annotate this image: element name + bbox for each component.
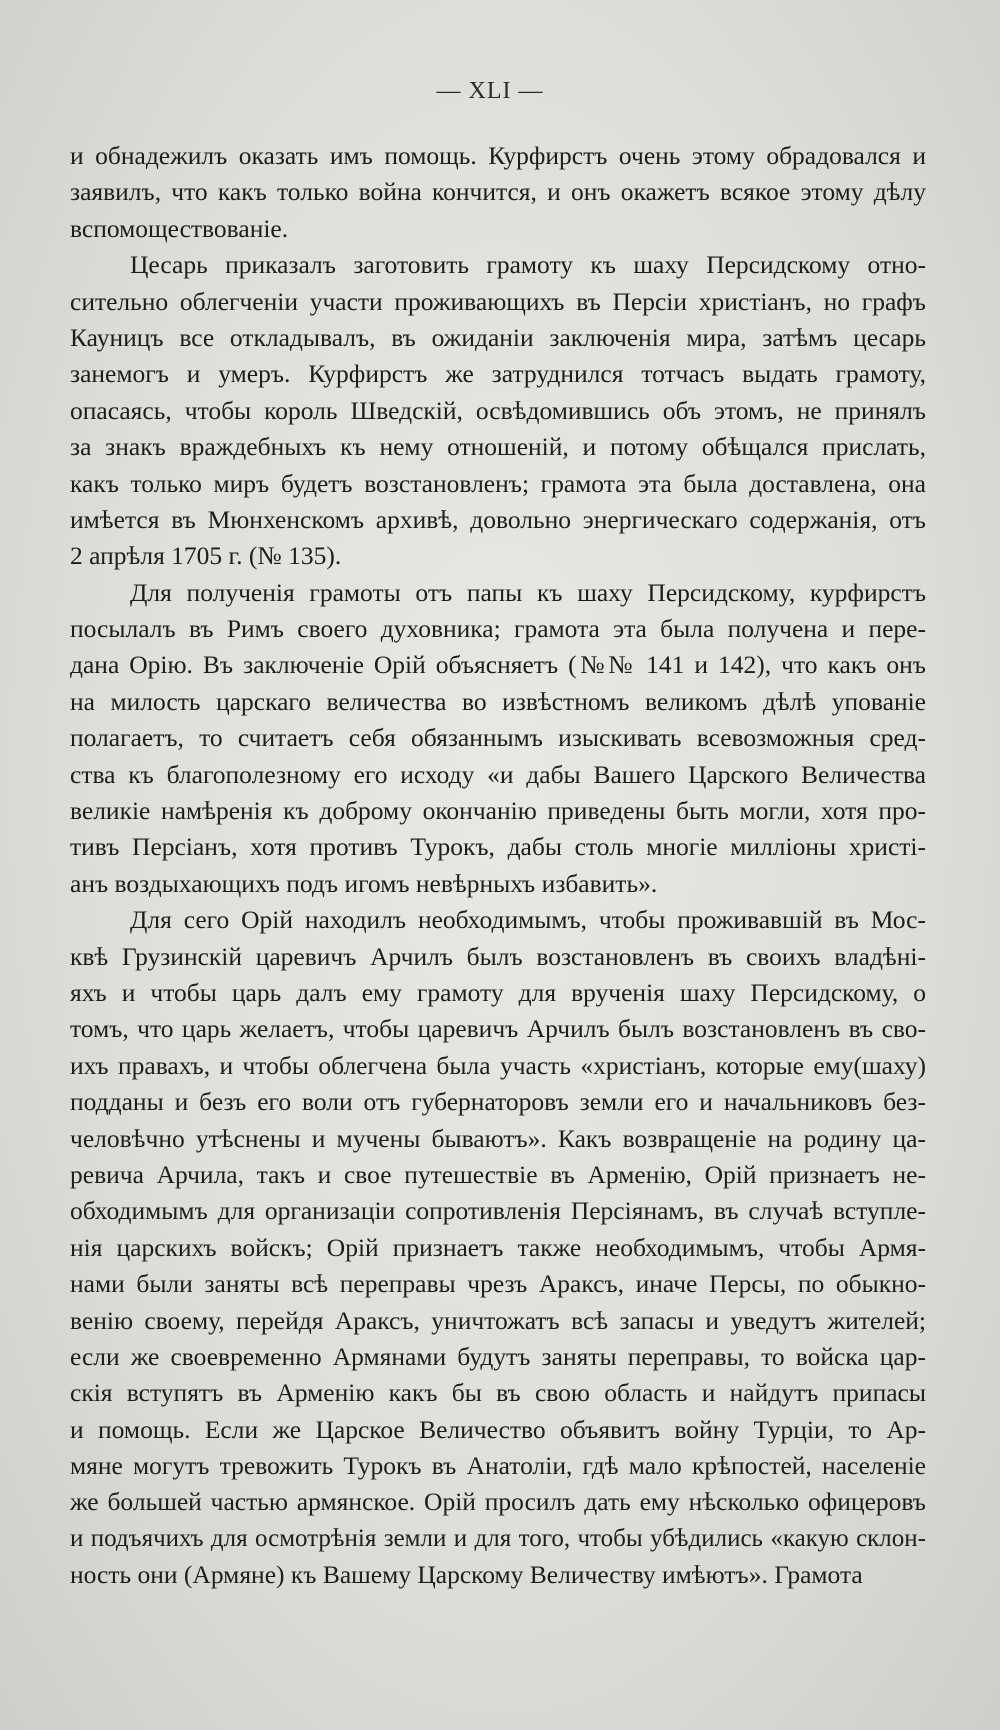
page-number: — XLI — <box>436 78 544 104</box>
text-line: ность они (Армяне) къ Вашему Царскому Величеству имѣютъ». Грамота <box>70 1560 863 1590</box>
text-line: Цесарь приказалъ заготовить грамоту къ шаху Персидскому отно- <box>130 250 926 280</box>
text-line: ихъ правахъ, и чтобы облегчена была участь «христіанъ, которые ему(шаху) <box>70 1050 926 1080</box>
text-line: ревича Арчила, такъ и свое путешествіе въ Арменію, Орій признаетъ не- <box>70 1159 926 1189</box>
text-line: если же своевременно Армянами будутъ заняты переправы, то войска цар- <box>70 1341 926 1371</box>
text-line: томъ, что царь желаетъ, чтобы царевичъ Арчилъ былъ возстановленъ въ сво- <box>70 1014 926 1044</box>
text-line: квѣ Грузинскій царевичъ Арчилъ былъ возстановленъ въ своихъ владѣні- <box>70 941 926 971</box>
text-line: посылалъ въ Римъ своего духовника; грамота эта была получена и пере- <box>70 614 926 644</box>
paragraph <box>70 575 926 903</box>
text-line: яхъ и чтобы царь далъ ему грамоту для врученія шаху Персидскому, о <box>70 977 926 1007</box>
text-line: какъ только миръ будетъ возстановленъ; грамота эта была доставлена, она <box>70 468 926 498</box>
text-line: вспомоществованіе. <box>70 213 289 243</box>
text-line: подданы и безъ его воли отъ губернаторовъ земли его и начальниковъ без- <box>70 1087 926 1117</box>
text-line: за знакъ враждебныхъ къ нему отношеній, и потому обѣщался прислать, <box>70 432 926 462</box>
text-line: тивъ Персіанъ, хотя противъ Турокъ, дабы столь многіе милліоны христі- <box>70 832 926 862</box>
paragraph <box>70 247 926 575</box>
text-line: и обнадежилъ оказать имъ помощь. Курфирстъ очень этому обрадовался и <box>70 141 926 170</box>
text-line: мяне могутъ тревожить Турокъ въ Анатоліи, гдѣ мало крѣпостей, населеніе <box>70 1451 926 1481</box>
text-line: имѣется въ Мюнхенскомъ архивѣ, довольно энергическаго содержанія, отъ <box>70 504 926 534</box>
text-line: человѣчно утѣснены и мучены бываютъ». Какъ возвращеніе на родину ца- <box>70 1123 926 1153</box>
text-line: нія царскихъ войскъ; Орій признаетъ также необходимымъ, чтобы Армя- <box>70 1232 926 1262</box>
text-line: дана Орію. Въ заключеніе Орій объясняетъ (№№ 141 и 142), что какъ онъ <box>70 650 926 680</box>
text-line: Кауницъ все откладывалъ, въ ожиданіи заключенія мира, затѣмъ цесарь <box>70 322 926 352</box>
text-line: великіе намѣренія къ доброму окончанію приведены быть могли, хотя про- <box>70 796 926 826</box>
paragraph <box>70 138 926 247</box>
text-line: венію своему, перейдя Араксъ, уничтожатъ всѣ запасы и уведутъ жителей; <box>70 1305 926 1335</box>
text-line: Для сего Орій находилъ необходимымъ, чтобы проживавшій въ Мос- <box>130 905 926 935</box>
text-line: заявилъ, что какъ только война кончится, и онъ окажетъ всякое этому дѣлу <box>70 177 926 207</box>
text-line: опасаясь, чтобы король Шведскій, освѣдомившись объ этомъ, не принялъ <box>70 395 926 425</box>
text-line: ства къ благополезному его исходу «и дабы Вашего Царского Величества <box>70 759 926 789</box>
text-line: скія вступятъ въ Арменію какъ бы въ свою область и найдутъ припасы <box>70 1378 926 1408</box>
text-line: полагаетъ, то считаетъ себя обязаннымъ изыскивать всевозможныя сред- <box>70 723 926 753</box>
text-line: же большей частью армянское. Орій просилъ дать ему нѣсколько офицеровъ <box>70 1487 926 1517</box>
text-line: и помощь. Если же Царское Величество объявитъ войну Турціи, то Ар- <box>70 1414 926 1444</box>
paragraph <box>70 902 926 1593</box>
text-line: анъ воздыхающихъ подъ игомъ невѣрныхъ избавить». <box>70 868 658 898</box>
text-line: Для полученія грамоты отъ папы къ шаху Персидскому, курфирстъ <box>130 577 926 607</box>
text-line: обходимымъ для организаціи сопротивленія Персіянамъ, въ случаѣ вступле- <box>70 1196 926 1226</box>
text-line: и подъячихъ для осмотрѣнія земли и для того, чтобы убѣдились «какую склон- <box>70 1524 926 1552</box>
text-line: на милость царскаго величества во извѣстномъ великомъ дѣлѣ упованіе <box>70 686 926 716</box>
text-line: сительно облегченіи участи проживающихъ въ Персіи христіанъ, но графъ <box>70 286 926 316</box>
text-line: 2 апрѣля 1705 г. (№ 135). <box>70 541 342 571</box>
text-line: занемогъ и умеръ. Курфирстъ же затруднился тотчасъ выдать грамоту, <box>70 359 926 389</box>
body-text <box>70 138 926 1594</box>
text-line: нами были заняты всѣ переправы чрезъ Араксъ, иначе Персы, по обыкно- <box>70 1269 926 1299</box>
